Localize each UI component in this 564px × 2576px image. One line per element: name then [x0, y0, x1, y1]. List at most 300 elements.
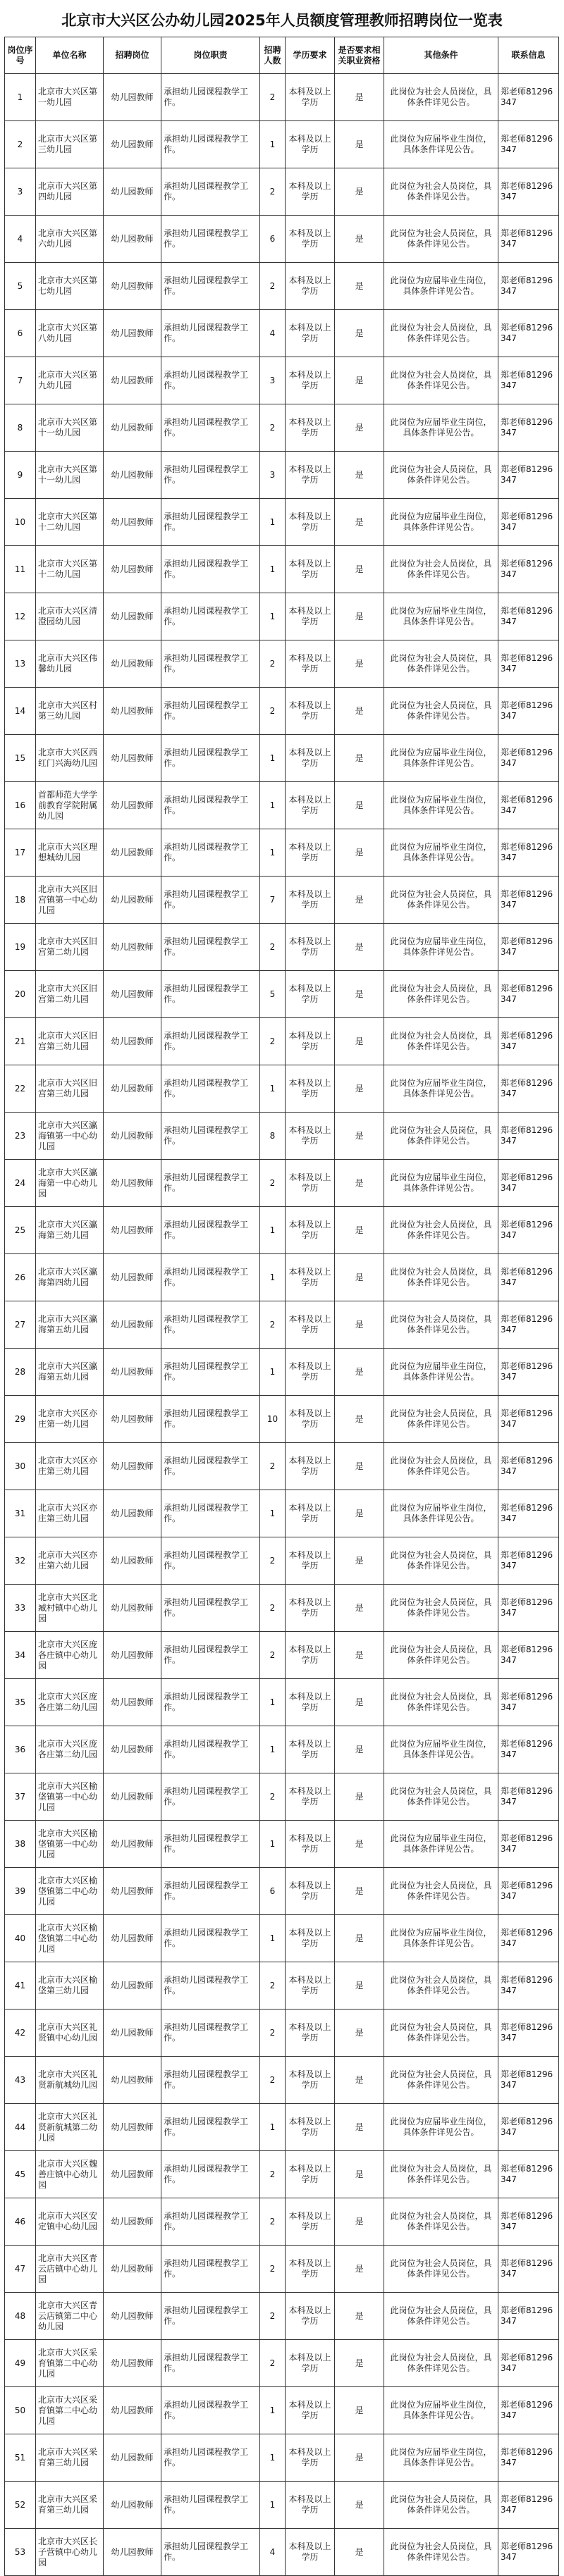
cell-duty: 承担幼儿园课程教学工作。 [161, 2151, 260, 2198]
cell-count: 1 [260, 1207, 286, 1254]
cell-post-no: 10 [5, 499, 36, 546]
cell-contact: 郑老师81296347 [498, 1207, 559, 1254]
cell-contact: 郑老师81296347 [498, 2529, 559, 2576]
cell-other: 此岗位为应届毕业生岗位，具体条件详见公告。 [384, 1490, 498, 1537]
table-row [5, 1537, 559, 1585]
cell-qualification: 是 [335, 2293, 384, 2340]
cell-contact: 郑老师81296347 [498, 310, 559, 357]
cell-count: 1 [260, 1065, 286, 1113]
cell-qualification: 是 [335, 1113, 384, 1160]
cell-post: 幼儿园教师 [104, 1679, 161, 1726]
cell-other: 此岗位为社会人员岗位，具体条件详见公告。 [384, 688, 498, 735]
cell-post-no: 48 [5, 2293, 36, 2340]
cell-count: 2 [260, 2198, 286, 2246]
cell-contact: 郑老师81296347 [498, 877, 559, 924]
cell-other: 此岗位为社会人员岗位，具体条件详见公告。 [384, 74, 498, 121]
cell-contact: 郑老师81296347 [498, 1490, 559, 1537]
cell-unit: 北京市大兴区第十二幼儿园 [36, 499, 104, 546]
cell-count: 1 [260, 499, 286, 546]
cell-unit: 北京市大兴区瀛海镇第一中心幼儿园 [36, 1113, 104, 1160]
cell-duty: 承担幼儿园课程教学工作。 [161, 2434, 260, 2482]
cell-duty: 承担幼儿园课程教学工作。 [161, 499, 260, 546]
cell-duty: 承担幼儿园课程教学工作。 [161, 2293, 260, 2340]
cell-post-no: 32 [5, 1537, 36, 1585]
cell-qualification: 是 [335, 499, 384, 546]
cell-count: 4 [260, 310, 286, 357]
table-row [5, 2246, 559, 2293]
cell-count: 1 [260, 1254, 286, 1301]
cell-post-no: 3 [5, 168, 36, 216]
cell-other: 此岗位为社会人员岗位，具体条件详见公告。 [384, 1585, 498, 1632]
cell-count: 7 [260, 877, 286, 924]
table-row [5, 74, 559, 121]
header-other: 其他条件 [384, 37, 498, 74]
table-row [5, 2387, 559, 2434]
cell-education: 本科及以上学历 [286, 1773, 335, 1821]
cell-count: 2 [260, 168, 286, 216]
cell-count: 1 [260, 121, 286, 168]
table-row [5, 1962, 559, 2010]
header-post-no: 岗位序号 [5, 37, 36, 74]
header-contact: 联系信息 [498, 37, 559, 74]
cell-qualification: 是 [335, 1585, 384, 1632]
cell-contact: 郑老师81296347 [498, 782, 559, 829]
cell-duty: 承担幼儿园课程教学工作。 [161, 546, 260, 593]
cell-other: 此岗位为社会人员岗位，具体条件详见公告。 [384, 1207, 498, 1254]
table-row [5, 1679, 559, 1726]
cell-unit: 北京市大兴区理想城幼儿园 [36, 829, 104, 877]
cell-qualification: 是 [335, 1254, 384, 1301]
cell-duty: 承担幼儿园课程教学工作。 [161, 2057, 260, 2104]
table-row [5, 2010, 559, 2057]
cell-post-no: 51 [5, 2434, 36, 2482]
cell-post: 幼儿园教师 [104, 1821, 161, 1868]
cell-education: 本科及以上学历 [286, 735, 335, 782]
cell-other: 此岗位为社会人员岗位，具体条件详见公告。 [384, 2151, 498, 2198]
cell-post-no: 2 [5, 121, 36, 168]
cell-post: 幼儿园教师 [104, 2387, 161, 2434]
cell-qualification: 是 [335, 924, 384, 971]
cell-unit: 北京市大兴区礼贤新航城幼儿园 [36, 2057, 104, 2104]
cell-post: 幼儿园教师 [104, 404, 161, 452]
cell-post-no: 38 [5, 1821, 36, 1868]
cell-contact: 郑老师81296347 [498, 829, 559, 877]
cell-other: 此岗位为社会人员岗位，具体条件详见公告。 [384, 2293, 498, 2340]
cell-education: 本科及以上学历 [286, 1207, 335, 1254]
cell-count: 1 [260, 1490, 286, 1537]
cell-post: 幼儿园教师 [104, 310, 161, 357]
cell-other: 此岗位为社会人员岗位，具体条件详见公告。 [384, 357, 498, 404]
cell-post: 幼儿园教师 [104, 1065, 161, 1113]
cell-contact: 郑老师81296347 [498, 1396, 559, 1443]
cell-post-no: 22 [5, 1065, 36, 1113]
cell-count: 3 [260, 357, 286, 404]
cell-qualification: 是 [335, 1679, 384, 1726]
cell-education: 本科及以上学历 [286, 2340, 335, 2387]
cell-post: 幼儿园教师 [104, 168, 161, 216]
cell-education: 本科及以上学历 [286, 829, 335, 877]
cell-count: 2 [260, 2340, 286, 2387]
cell-education: 本科及以上学历 [286, 74, 335, 121]
cell-post: 幼儿园教师 [104, 971, 161, 1018]
cell-count: 2 [260, 924, 286, 971]
cell-qualification: 是 [335, 1018, 384, 1065]
cell-unit: 首都师范大学学前教育学院附属幼儿园 [36, 782, 104, 829]
cell-contact: 郑老师81296347 [498, 2434, 559, 2482]
cell-unit: 北京市大兴区榆垡第三幼儿园 [36, 1962, 104, 2010]
cell-qualification: 是 [335, 2104, 384, 2151]
table-row [5, 2104, 559, 2151]
cell-unit: 北京市大兴区青云店镇第二中心幼儿园 [36, 2293, 104, 2340]
cell-unit: 北京市大兴区第十一幼儿园 [36, 452, 104, 499]
cell-education: 本科及以上学历 [286, 1868, 335, 1915]
cell-post-no: 27 [5, 1301, 36, 1349]
cell-duty: 承担幼儿园课程教学工作。 [161, 1443, 260, 1490]
cell-unit: 北京市大兴区青云店镇中心幼儿园 [36, 2246, 104, 2293]
table-row [5, 1396, 559, 1443]
cell-post-no: 42 [5, 2010, 36, 2057]
cell-qualification: 是 [335, 310, 384, 357]
cell-post: 幼儿园教师 [104, 924, 161, 971]
cell-unit: 北京市大兴区榆垡镇第二中心幼儿园 [36, 1868, 104, 1915]
table-row [5, 1160, 559, 1207]
cell-count: 2 [260, 1537, 286, 1585]
cell-duty: 承担幼儿园课程教学工作。 [161, 2010, 260, 2057]
cell-post: 幼儿园教师 [104, 121, 161, 168]
cell-count: 2 [260, 1632, 286, 1679]
cell-education: 本科及以上学历 [286, 1443, 335, 1490]
cell-post: 幼儿园教师 [104, 782, 161, 829]
table-row [5, 688, 559, 735]
cell-post: 幼儿园教师 [104, 2198, 161, 2246]
cell-post: 幼儿园教师 [104, 1018, 161, 1065]
cell-other: 此岗位为应届毕业生岗位，具体条件详见公告。 [384, 499, 498, 546]
cell-unit: 北京市大兴区第九幼儿园 [36, 357, 104, 404]
cell-duty: 承担幼儿园课程教学工作。 [161, 2529, 260, 2576]
cell-qualification: 是 [335, 263, 384, 310]
table-row [5, 2198, 559, 2246]
cell-unit: 北京市大兴区第十一幼儿园 [36, 404, 104, 452]
table-row [5, 971, 559, 1018]
cell-count: 1 [260, 1726, 286, 1773]
cell-other: 此岗位为应届毕业生岗位，具体条件详见公告。 [384, 263, 498, 310]
cell-duty: 承担幼儿园课程教学工作。 [161, 1018, 260, 1065]
cell-education: 本科及以上学历 [286, 877, 335, 924]
cell-post-no: 7 [5, 357, 36, 404]
cell-post-no: 46 [5, 2198, 36, 2246]
cell-duty: 承担幼儿园课程教学工作。 [161, 971, 260, 1018]
header-count: 招聘人数 [260, 37, 286, 74]
cell-post: 幼儿园教师 [104, 1915, 161, 1962]
cell-count: 2 [260, 1443, 286, 1490]
cell-duty: 承担幼儿园课程教学工作。 [161, 404, 260, 452]
cell-post: 幼儿园教师 [104, 2010, 161, 2057]
cell-unit: 北京市大兴区采育镇第二中心幼儿园 [36, 2340, 104, 2387]
cell-unit: 北京市大兴区亦庄第六幼儿园 [36, 1537, 104, 1585]
cell-post-no: 23 [5, 1113, 36, 1160]
cell-qualification: 是 [335, 2434, 384, 2482]
table-row [5, 1490, 559, 1537]
table-row [5, 546, 559, 593]
cell-education: 本科及以上学历 [286, 2010, 335, 2057]
cell-qualification: 是 [335, 688, 384, 735]
cell-post: 幼儿园教师 [104, 1962, 161, 2010]
cell-unit: 北京市大兴区亦庄第三幼儿园 [36, 1490, 104, 1537]
cell-unit: 北京市大兴区亦庄第三幼儿园 [36, 1443, 104, 1490]
cell-other: 此岗位为社会人员岗位，具体条件详见公告。 [384, 1632, 498, 1679]
cell-post: 幼儿园教师 [104, 2482, 161, 2529]
cell-contact: 郑老师81296347 [498, 1821, 559, 1868]
cell-qualification: 是 [335, 74, 384, 121]
cell-contact: 郑老师81296347 [498, 640, 559, 688]
cell-education: 本科及以上学历 [286, 1821, 335, 1868]
cell-post-no: 45 [5, 2151, 36, 2198]
cell-post-no: 4 [5, 216, 36, 263]
cell-unit: 北京市大兴区采育第三幼儿园 [36, 2434, 104, 2482]
cell-other: 此岗位为应届毕业生岗位，具体条件详见公告。 [384, 735, 498, 782]
cell-post: 幼儿园教师 [104, 216, 161, 263]
cell-count: 2 [260, 2151, 286, 2198]
cell-contact: 郑老师81296347 [498, 1632, 559, 1679]
cell-post: 幼儿园教师 [104, 2293, 161, 2340]
cell-post: 幼儿园教师 [104, 452, 161, 499]
cell-count: 2 [260, 2010, 286, 2057]
cell-unit: 北京市大兴区榆垡镇第一中心幼儿园 [36, 1821, 104, 1868]
cell-education: 本科及以上学历 [286, 2293, 335, 2340]
cell-qualification: 是 [335, 1207, 384, 1254]
header-qualification: 是否要求相关职业资格 [335, 37, 384, 74]
table-row [5, 1018, 559, 1065]
cell-qualification: 是 [335, 2010, 384, 2057]
cell-post: 幼儿园教师 [104, 1443, 161, 1490]
cell-qualification: 是 [335, 404, 384, 452]
cell-post: 幼儿园教师 [104, 1868, 161, 1915]
cell-post: 幼儿园教师 [104, 546, 161, 593]
cell-education: 本科及以上学历 [286, 1254, 335, 1301]
cell-other: 此岗位为社会人员岗位，具体条件详见公告。 [384, 2198, 498, 2246]
cell-post: 幼儿园教师 [104, 2151, 161, 2198]
table-row [5, 1773, 559, 1821]
cell-count: 4 [260, 2529, 286, 2576]
cell-post: 幼儿园教师 [104, 1349, 161, 1396]
cell-other: 此岗位为社会人员岗位，具体条件详见公告。 [384, 168, 498, 216]
table-row [5, 1065, 559, 1113]
cell-qualification: 是 [335, 546, 384, 593]
cell-post: 幼儿园教师 [104, 829, 161, 877]
table-row [5, 1868, 559, 1915]
cell-contact: 郑老师81296347 [498, 2387, 559, 2434]
cell-education: 本科及以上学历 [286, 2198, 335, 2246]
cell-contact: 郑老师81296347 [498, 924, 559, 971]
cell-count: 2 [260, 263, 286, 310]
cell-post-no: 20 [5, 971, 36, 1018]
cell-post: 幼儿园教师 [104, 1773, 161, 1821]
cell-post: 幼儿园教师 [104, 1254, 161, 1301]
cell-duty: 承担幼儿园课程教学工作。 [161, 1301, 260, 1349]
table-row [5, 924, 559, 971]
cell-education: 本科及以上学历 [286, 546, 335, 593]
cell-education: 本科及以上学历 [286, 1915, 335, 1962]
cell-unit: 北京市大兴区旧宫第二幼儿园 [36, 924, 104, 971]
cell-duty: 承担幼儿园课程教学工作。 [161, 1537, 260, 1585]
table-row [5, 1915, 559, 1962]
cell-post-no: 12 [5, 593, 36, 640]
cell-qualification: 是 [335, 2482, 384, 2529]
header-unit: 单位名称 [36, 37, 104, 74]
cell-other: 此岗位为社会人员岗位，具体条件详见公告。 [384, 1773, 498, 1821]
cell-post-no: 9 [5, 452, 36, 499]
cell-contact: 郑老师81296347 [498, 593, 559, 640]
cell-education: 本科及以上学历 [286, 263, 335, 310]
cell-qualification: 是 [335, 829, 384, 877]
cell-post: 幼儿园教师 [104, 2434, 161, 2482]
cell-count: 6 [260, 216, 286, 263]
cell-post: 幼儿园教师 [104, 2529, 161, 2576]
table-row [5, 1443, 559, 1490]
cell-education: 本科及以上学历 [286, 310, 335, 357]
cell-duty: 承担幼儿园课程教学工作。 [161, 640, 260, 688]
cell-post-no: 25 [5, 1207, 36, 1254]
cell-post-no: 47 [5, 2246, 36, 2293]
table-row [5, 2057, 559, 2104]
cell-other: 此岗位为应届毕业生岗位，具体条件详见公告。 [384, 924, 498, 971]
cell-contact: 郑老师81296347 [498, 2246, 559, 2293]
table-row [5, 121, 559, 168]
cell-contact: 郑老师81296347 [498, 1113, 559, 1160]
cell-post-no: 35 [5, 1679, 36, 1726]
cell-duty: 承担幼儿园课程教学工作。 [161, 1254, 260, 1301]
cell-post-no: 41 [5, 1962, 36, 2010]
cell-education: 本科及以上学历 [286, 1585, 335, 1632]
cell-other: 此岗位为社会人员岗位，具体条件详见公告。 [384, 216, 498, 263]
cell-qualification: 是 [335, 971, 384, 1018]
cell-post: 幼儿园教师 [104, 1490, 161, 1537]
cell-post-no: 36 [5, 1726, 36, 1773]
cell-education: 本科及以上学历 [286, 2151, 335, 2198]
cell-count: 1 [260, 1349, 286, 1396]
cell-post: 幼儿园教师 [104, 2246, 161, 2293]
cell-contact: 郑老师81296347 [498, 404, 559, 452]
cell-duty: 承担幼儿园课程教学工作。 [161, 877, 260, 924]
cell-duty: 承担幼儿园课程教学工作。 [161, 216, 260, 263]
cell-qualification: 是 [335, 1490, 384, 1537]
cell-contact: 郑老师81296347 [498, 1726, 559, 1773]
cell-duty: 承担幼儿园课程教学工作。 [161, 1349, 260, 1396]
cell-duty: 承担幼儿园课程教学工作。 [161, 2104, 260, 2151]
cell-contact: 郑老师81296347 [498, 1349, 559, 1396]
cell-contact: 郑老师81296347 [498, 1065, 559, 1113]
cell-count: 6 [260, 1868, 286, 1915]
cell-qualification: 是 [335, 640, 384, 688]
cell-education: 本科及以上学历 [286, 782, 335, 829]
cell-contact: 郑老师81296347 [498, 263, 559, 310]
cell-post-no: 6 [5, 310, 36, 357]
cell-contact: 郑老师81296347 [498, 1868, 559, 1915]
cell-qualification: 是 [335, 593, 384, 640]
cell-contact: 郑老师81296347 [498, 1585, 559, 1632]
cell-duty: 承担幼儿园课程教学工作。 [161, 121, 260, 168]
cell-post-no: 18 [5, 877, 36, 924]
table-row [5, 735, 559, 782]
table-row [5, 877, 559, 924]
table-row [5, 216, 559, 263]
cell-count: 5 [260, 971, 286, 1018]
cell-education: 本科及以上学历 [286, 1679, 335, 1726]
cell-education: 本科及以上学历 [286, 640, 335, 688]
cell-post-no: 50 [5, 2387, 36, 2434]
cell-unit: 北京市大兴区旧宫镇第一中心幼儿园 [36, 877, 104, 924]
cell-post: 幼儿园教师 [104, 357, 161, 404]
cell-qualification: 是 [335, 452, 384, 499]
cell-count: 2 [260, 74, 286, 121]
cell-unit: 北京市大兴区伟馨幼儿园 [36, 640, 104, 688]
cell-count: 2 [260, 1160, 286, 1207]
cell-contact: 郑老师81296347 [498, 546, 559, 593]
table-row [5, 1207, 559, 1254]
cell-contact: 郑老师81296347 [498, 2010, 559, 2057]
cell-contact: 郑老师81296347 [498, 971, 559, 1018]
cell-education: 本科及以上学历 [286, 1632, 335, 1679]
cell-duty: 承担幼儿园课程教学工作。 [161, 1632, 260, 1679]
cell-other: 此岗位为应届毕业生岗位，具体条件详见公告。 [384, 121, 498, 168]
cell-unit: 北京市大兴区庞各庄第二幼儿园 [36, 1726, 104, 1773]
cell-unit: 北京市大兴区西红门兴海幼儿园 [36, 735, 104, 782]
cell-count: 10 [260, 1396, 286, 1443]
table-header [5, 37, 559, 74]
cell-other: 此岗位为应届毕业生岗位，具体条件详见公告。 [384, 593, 498, 640]
cell-duty: 承担幼儿园课程教学工作。 [161, 1773, 260, 1821]
table-row [5, 499, 559, 546]
cell-count: 2 [260, 1962, 286, 2010]
cell-unit: 北京市大兴区第三幼儿园 [36, 121, 104, 168]
cell-education: 本科及以上学历 [286, 1065, 335, 1113]
header-duty: 岗位职责 [161, 37, 260, 74]
cell-duty: 承担幼儿园课程教学工作。 [161, 1490, 260, 1537]
table-row [5, 1632, 559, 1679]
cell-qualification: 是 [335, 1160, 384, 1207]
cell-education: 本科及以上学历 [286, 1490, 335, 1537]
cell-other: 此岗位为社会人员岗位，具体条件详见公告。 [384, 640, 498, 688]
cell-other: 此岗位为应届毕业生岗位，具体条件详见公告。 [384, 1821, 498, 1868]
cell-qualification: 是 [335, 2057, 384, 2104]
cell-qualification: 是 [335, 216, 384, 263]
cell-post-no: 37 [5, 1773, 36, 1821]
cell-post-no: 53 [5, 2529, 36, 2576]
cell-post-no: 30 [5, 1443, 36, 1490]
cell-duty: 承担幼儿园课程教学工作。 [161, 924, 260, 971]
cell-education: 本科及以上学历 [286, 2246, 335, 2293]
table-row [5, 310, 559, 357]
cell-other: 此岗位为应届毕业生岗位，具体条件详见公告。 [384, 404, 498, 452]
cell-contact: 郑老师81296347 [498, 1679, 559, 1726]
cell-duty: 承担幼儿园课程教学工作。 [161, 1207, 260, 1254]
cell-other: 此岗位为社会人员岗位，具体条件详见公告。 [384, 2057, 498, 2104]
cell-count: 8 [260, 1113, 286, 1160]
cell-post: 幼儿园教师 [104, 735, 161, 782]
cell-education: 本科及以上学历 [286, 452, 335, 499]
cell-contact: 郑老师81296347 [498, 2198, 559, 2246]
cell-post-no: 16 [5, 782, 36, 829]
cell-contact: 郑老师81296347 [498, 735, 559, 782]
cell-count: 1 [260, 1915, 286, 1962]
cell-post-no: 19 [5, 924, 36, 971]
cell-count: 1 [260, 2434, 286, 2482]
cell-post: 幼儿园教师 [104, 640, 161, 688]
table-row [5, 2434, 559, 2482]
cell-other: 此岗位为社会人员岗位，具体条件详见公告。 [384, 1679, 498, 1726]
cell-other: 此岗位为应届毕业生岗位，具体条件详见公告。 [384, 782, 498, 829]
cell-post: 幼儿园教师 [104, 74, 161, 121]
